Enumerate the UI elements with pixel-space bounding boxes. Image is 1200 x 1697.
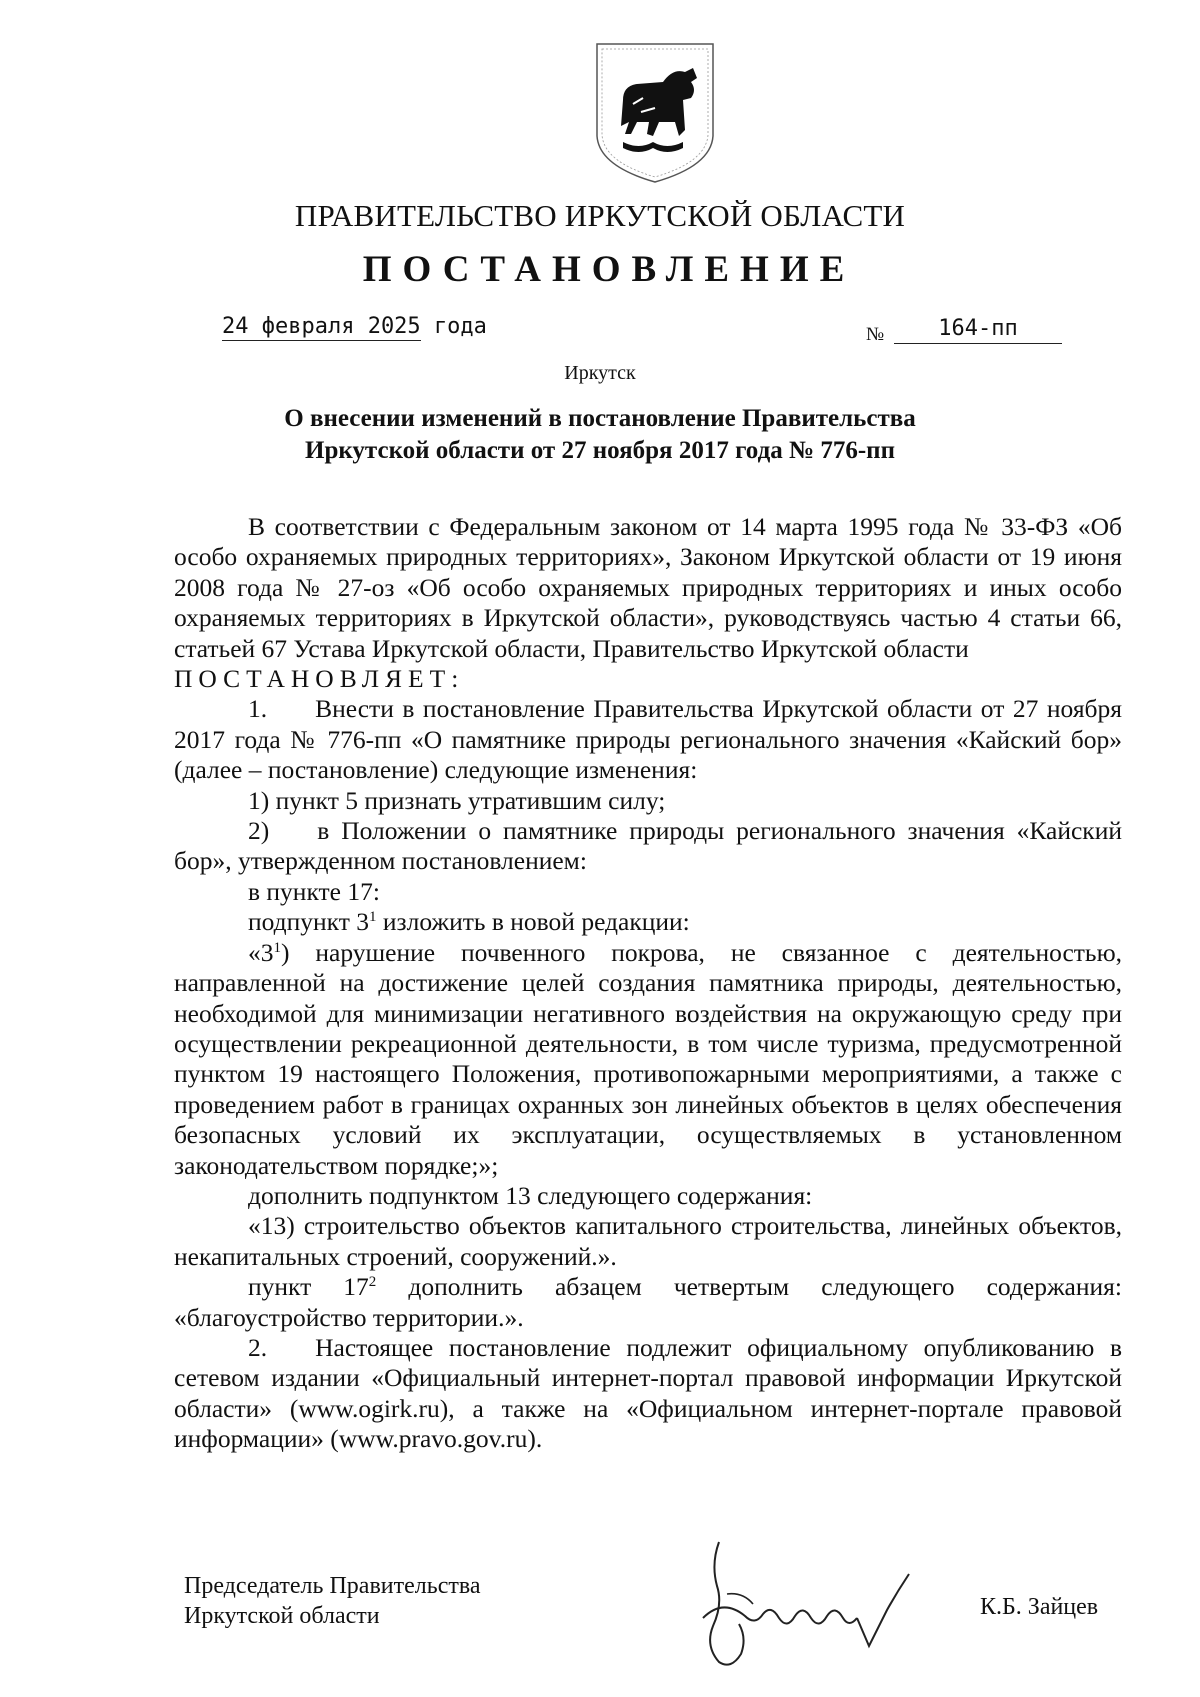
document-body	[174, 512, 1122, 1455]
document-type-title: ПОСТАНОВЛЕНИЕ	[362, 249, 856, 290]
item-2-number: 2.	[248, 1332, 268, 1362]
quote-superscript: 1	[273, 939, 281, 956]
preamble-paragraph: В соответствии с Федеральным законом от 14 марта 1995 года № 33-ФЗ «Об особо охраняемых природных территориях», Законом Иркутской области от 19 июня 2008 года № 27-оз «Об особо охраняемых природных территориях и иных особо охраняемых территориях в Иркутской области», руководствуясь частью 4 статьи 66, статьей 67 Устава Иркутской области, Правительство Иркутской области	[174, 512, 1122, 663]
resolves-heading: ПОСТАНОВЛЯЕТ:	[174, 664, 465, 694]
subitem-2-paragraph	[174, 816, 1122, 877]
item-1-number: 1.	[248, 694, 268, 724]
document-date	[222, 314, 487, 341]
quoted-subpoint-paragraph	[174, 938, 1122, 1181]
item-2-paragraph	[174, 1333, 1122, 1455]
signer-position-line-2: Иркутской области	[184, 1603, 380, 1629]
subpoint-superscript: 1	[369, 909, 377, 926]
city: Иркутск	[564, 362, 636, 384]
subitem-1-paragraph: 1) пункт 5 признать утратившим силу;	[248, 785, 666, 815]
add-subpoint-13-paragraph: дополнить подпунктом 13 следующего содержания:	[248, 1180, 813, 1210]
quote-text-b: ) нарушение почвенного покрова, не связанное с деятельностью, направленной на достижение целей создания памятника природы, деятельностью, необходимой для минимизации негативного воздействия на окружающую среду при осуществлении рекреационной деятельности, в том числе туризма, предусмотренной пунктом 19 настоящего Положения, противопожарными мероприятиями, а также с проведением работ в границах охранных зон линейных объектов в целях обеспечения безопасных условий их эксплуатации, осуществляемых в установленном законодательством порядке;»;	[174, 937, 1122, 1180]
signer-position-line-1: Председатель Правительства	[184, 1573, 481, 1599]
irkutsk-coat-of-arms-icon	[593, 38, 717, 186]
quote-text-a: «3	[248, 937, 274, 967]
subitem-2-text: в Положении о памятнике природы регионального значения «Кайский бор», утвержденном постановлением:	[174, 816, 1122, 876]
quoted-subpoint-13-paragraph: «13) строительство объектов капитального строительства, линейных объектов, некапитальных строений, сооружений.».	[174, 1211, 1122, 1271]
document-subject	[200, 403, 1000, 467]
item-1-text: Внести в постановление Правительства Иркутской области от 27 ноября 2017 года № 776-пп «О памятнике природы регионального значения «Кайский бор» (далее – постановление) следующие изменения:	[174, 694, 1122, 785]
item-2-text: Настоящее постановление подлежит официальному опубликованию в сетевом издании «Официальный интернет-портал правовой информации Иркутской области» (www.ogirk.ru), а также на «Официальном интернет-портале правовой информации» (www.pravo.gov.ru).	[174, 1332, 1122, 1454]
clause-17-2-text-a: пункт 17	[248, 1272, 369, 1302]
clause-17-subpoint-paragraph	[174, 907, 1122, 937]
clause-17-paragraph: в пункте 17:	[248, 876, 380, 906]
clause-17-2-superscript: 2	[368, 1274, 377, 1291]
clause-17-2-paragraph	[174, 1272, 1122, 1333]
date-value: 24 февраля 2025	[222, 314, 421, 339]
date-suffix: года	[433, 314, 487, 339]
signer-name: К.Б. Зайцев	[980, 1594, 1099, 1620]
handwritten-signature-icon	[683, 1534, 923, 1680]
subject-line-2: Иркутской области от 27 ноября 2017 года № 776-пп	[305, 437, 895, 464]
government-name: ПРАВИТЕЛЬСТВО ИРКУТСКОЙ ОБЛАСТИ	[294, 198, 906, 233]
subject-line-1: О внесении изменений в постановление Правительства	[284, 405, 916, 432]
subpoint-text-b: изложить в новой редакции:	[376, 907, 690, 937]
signer-position	[184, 1571, 481, 1631]
subitem-2-number: 2)	[248, 816, 270, 846]
number-label: №	[866, 324, 885, 345]
item-1-paragraph	[174, 694, 1122, 785]
subpoint-text-a: подпункт 3	[248, 907, 370, 937]
clause-17-2-text-b: дополнить абзацем четвертым следующего содержания: «благоустройство территории.».	[174, 1272, 1122, 1332]
document-number: 164-пп	[894, 314, 1062, 344]
